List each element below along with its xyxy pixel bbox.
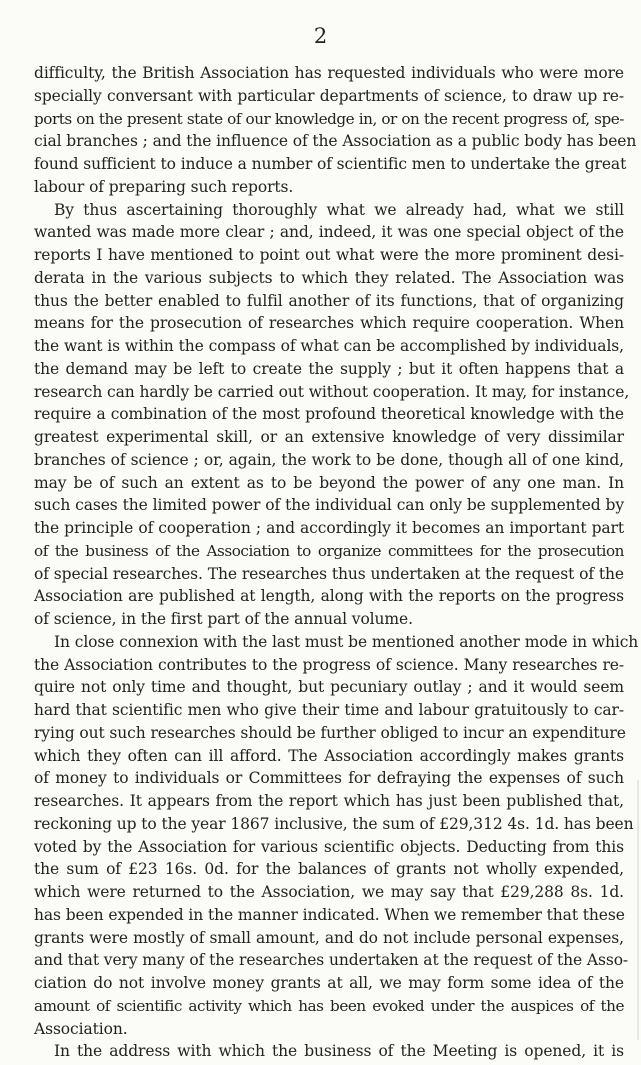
text-line: grants were mostly of small amount, and do not include personal expenses,: [34, 928, 624, 947]
text-line: of science, in the first part of the annual volume.: [34, 610, 413, 628]
text-line: rying out such researches should be further obliged to incur an expenditure: [34, 723, 626, 742]
text-line: the want is within the compass of what can be accomplished by individuals,: [34, 337, 624, 355]
text-line: Association.: [34, 1019, 128, 1038]
text-line: and that very many of the researches undertaken at the request of the Asso-: [34, 951, 629, 970]
text-line: derata in the various subjects to which they related. The Association was: [34, 268, 624, 287]
text-line: require a combination of the most profound theoretical knowledge with the: [34, 405, 624, 424]
text-line: labour of preparing such reports.: [34, 177, 294, 196]
page-edge-shadow: [637, 780, 639, 1040]
text-line: researches. It appears from the report which has just been published that,: [34, 792, 624, 810]
text-line: ports on the present state of our knowledge in, or on the recent progress of, spe-: [34, 109, 624, 128]
text-line: the principle of cooperation ; and accordingly it becomes an important part: [34, 519, 624, 537]
text-line: found sufficient to induce a number of scientific men to undertake the great: [34, 155, 627, 173]
paragraph-start-line: In close connexion with the last must be mentioned another mode in which: [54, 632, 639, 651]
text-line: the Association contributes to the progress of science. Many researches re-: [34, 655, 624, 674]
text-line: research can hardly be carried out without cooperation. It may, for instance,: [34, 382, 630, 401]
body-text: [34, 62, 639, 1063]
text-line: reckoning up to the year 1867 inclusive, the sum of £29,312 4s. 1d. has been: [34, 814, 634, 833]
text-line: means for the prosecution of researches which require cooperation. When: [34, 314, 624, 333]
text-line: reports I have mentioned to point out what were the more prominent desi-: [34, 246, 624, 264]
text-line: which they often can ill afford. The Association accordingly makes grants: [34, 746, 624, 765]
paragraph-start-line: In the address with which the business of the Meeting is opened, it is: [54, 1042, 624, 1061]
paragraph-start-line: By thus ascertaining thoroughly what we already had, what we still: [54, 200, 624, 219]
text-line: quire not only time and thought, but pecuniary outlay ; and it would seem: [34, 678, 624, 697]
text-line: of money to individuals or Committees for defraying the expenses of such: [34, 769, 624, 788]
text-line: of special researches. The researches thus undertaken at the request of the: [34, 564, 624, 583]
text-line: has been expended in the manner indicated. When we remember that these: [34, 905, 625, 924]
text-line: of the business of the Association to organize committees for the prosecution: [34, 541, 624, 560]
text-line: Association are published at length, along with the reports on the progress: [34, 587, 624, 606]
text-line: difficulty, the British Association has requested individuals who were more: [34, 64, 624, 82]
text-line: greatest experimental skill, or an extensive knowledge of very dissimilar: [34, 428, 624, 446]
text-line: which were returned to the Association, we may say that £29,288 8s. 1d.: [34, 883, 624, 901]
text-line: may be of such an extent as to be beyond the power of any one man. In: [34, 473, 624, 492]
text-line: hard that scientific men who give their time and labour gratuitously to car-: [34, 701, 624, 719]
text-line: branches of science ; or, again, the work to be done, though all of one kind,: [34, 450, 624, 469]
text-line: ciation do not involve money grants at all, we may form some idea of the: [34, 974, 624, 992]
text-line: the demand may be left to create the supply ; but it often happens that a: [34, 359, 624, 378]
page-number: 2: [313, 24, 328, 48]
text-line: specially conversant with particular departments of science, to draw up re-: [34, 86, 624, 105]
text-line: amount of scientific activity which has been evoked under the auspices of the: [34, 996, 624, 1015]
text-line: wanted was made more clear ; and, indeed, it was one special object of the: [34, 223, 624, 242]
text-line: such cases the limited power of the individual can only be supplemented by: [34, 496, 624, 515]
text-line: the sum of £23 16s. 0d. for the balances of grants not wholly expended,: [34, 860, 624, 879]
text-line: voted by the Association for various scientific objects. Deducting from this: [34, 837, 624, 856]
text-line: cial branches ; and the influence of the Association as a public body has been: [34, 132, 637, 151]
text-line: thus the better enabled to fulfil another of its functions, that of organizing: [34, 291, 624, 310]
